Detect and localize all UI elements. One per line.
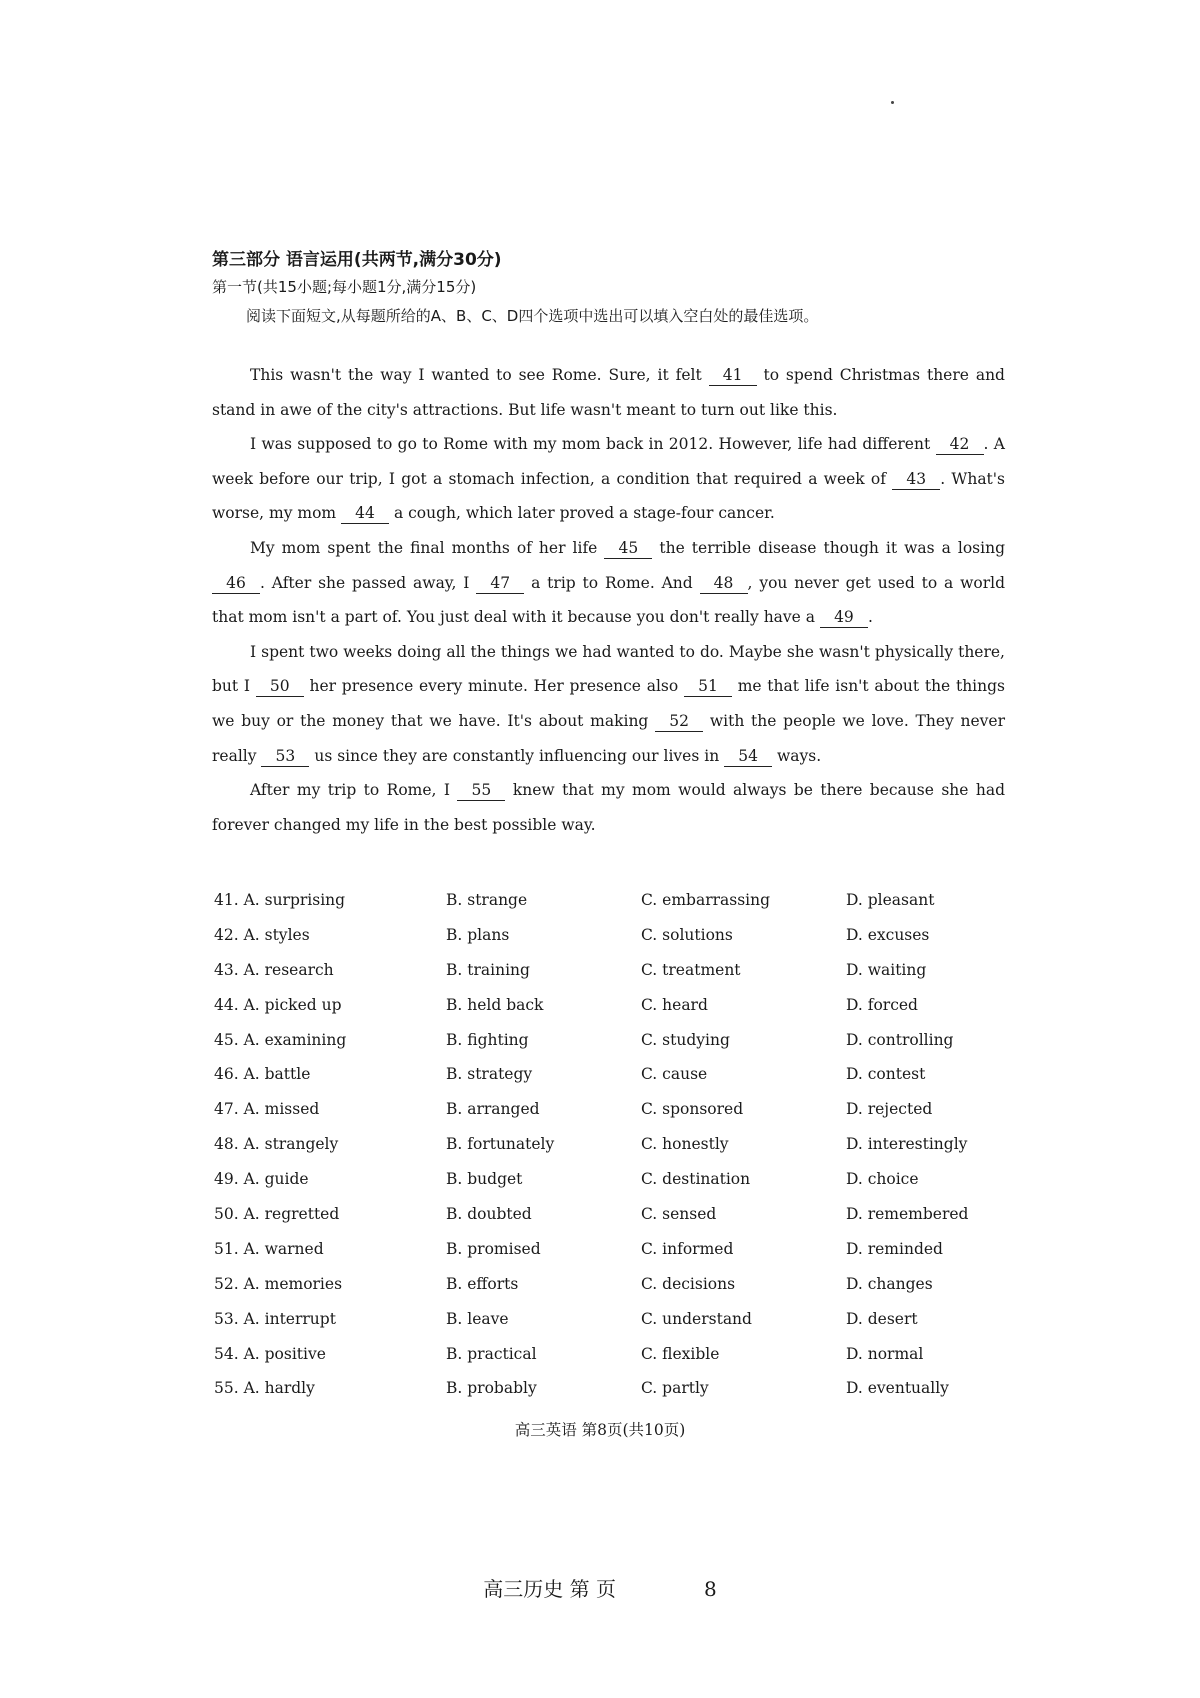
passage-text: her presence every minute. Her presence also bbox=[303, 677, 684, 696]
option-b: B. strategy bbox=[446, 1065, 533, 1084]
scan-speck bbox=[891, 101, 894, 104]
option-a: 54. A. positive bbox=[214, 1344, 326, 1363]
blank-43: 43 bbox=[892, 469, 940, 490]
passage-text: This wasn't the way I wanted to see Rome. Sure, it felt bbox=[250, 366, 709, 384]
option-a: 43. A. research bbox=[214, 960, 334, 979]
option-row bbox=[214, 1267, 1014, 1302]
passage-text: us since they are constantly influencing our lives in bbox=[309, 746, 725, 765]
option-row bbox=[214, 1023, 1014, 1058]
option-b: B. arranged bbox=[446, 1100, 540, 1119]
option-a: 50. A. regretted bbox=[214, 1205, 340, 1224]
option-b: B. training bbox=[446, 960, 530, 979]
blank-50: 50 bbox=[256, 676, 304, 697]
passage-text: to spend Christmas there and stand in awe of the city's attractions. But life wasn't meant to turn out like this. bbox=[212, 366, 1005, 419]
option-c: C. sensed bbox=[641, 1205, 717, 1224]
blank-45: 45 bbox=[604, 538, 652, 559]
blank-54: 54 bbox=[724, 746, 772, 767]
option-d: D. interestingly bbox=[846, 1135, 968, 1154]
option-c: C. destination bbox=[641, 1170, 751, 1189]
paragraph-2 bbox=[212, 427, 1005, 531]
blank-46: 46 bbox=[212, 573, 260, 594]
option-c: C. heard bbox=[641, 995, 708, 1014]
passage-text: a cough, which later proved a stage-four cancer. bbox=[389, 504, 775, 523]
option-d: D. contest bbox=[846, 1065, 926, 1084]
blank-52: 52 bbox=[655, 711, 703, 732]
option-row bbox=[214, 1302, 1014, 1337]
option-row bbox=[214, 953, 1014, 988]
paragraph-5 bbox=[212, 773, 1005, 842]
option-c: C. flexible bbox=[641, 1344, 720, 1363]
passage-text: . After she passed away, I bbox=[260, 573, 477, 592]
option-a: 47. A. missed bbox=[214, 1100, 320, 1119]
option-d: D. remembered bbox=[846, 1205, 969, 1224]
option-d: D. pleasant bbox=[846, 891, 935, 909]
option-row bbox=[214, 1092, 1014, 1127]
passage-text: the terrible disease though it was a losing bbox=[652, 538, 1005, 557]
option-row bbox=[214, 918, 1014, 953]
option-a: 52. A. memories bbox=[214, 1274, 343, 1293]
option-c: C. studying bbox=[641, 1030, 730, 1049]
option-b: B. efforts bbox=[446, 1274, 519, 1293]
page-footer: 高三英语 第8页(共10页) bbox=[514, 1421, 686, 1439]
option-c: C. solutions bbox=[641, 925, 733, 944]
option-b: B. practical bbox=[446, 1344, 537, 1363]
blank-51: 51 bbox=[684, 676, 732, 697]
passage-text: knew that my mom would always be there because she had forever changed my life in the best possible way. bbox=[212, 781, 1005, 834]
option-d: D. reminded bbox=[846, 1239, 943, 1258]
instruction: 阅读下面短文,从每题所给的A、B、C、D四个选项中选出可以填入空白处的最佳选项。 bbox=[246, 307, 819, 325]
option-a: 49. A. guide bbox=[214, 1170, 309, 1189]
answer-options bbox=[214, 883, 1014, 1406]
bottom-footer-label: 高三历史 第 页 bbox=[483, 1577, 616, 1601]
passage-text: a trip to Rome. And bbox=[524, 573, 700, 592]
option-d: D. eventually bbox=[846, 1379, 949, 1398]
option-a: 45. A. examining bbox=[214, 1030, 347, 1049]
blank-49: 49 bbox=[820, 607, 868, 628]
option-b: B. promised bbox=[446, 1239, 541, 1258]
option-d: D. normal bbox=[846, 1344, 924, 1363]
section-header bbox=[212, 247, 1012, 330]
option-a: 51. A. warned bbox=[214, 1239, 324, 1258]
option-b: B. fighting bbox=[446, 1030, 529, 1049]
option-a: 44. A. picked up bbox=[214, 995, 342, 1014]
section-title: 第三部分 语言运用(共两节,满分30分) bbox=[212, 250, 502, 270]
subsection-title: 第一节(共15小题;每小题1分,满分15分) bbox=[212, 278, 477, 296]
option-a: 55. A. hardly bbox=[214, 1379, 315, 1398]
option-d: D. forced bbox=[846, 995, 918, 1014]
option-b: B. doubted bbox=[446, 1205, 532, 1224]
passage-text: . What's worse, my mom bbox=[212, 469, 1005, 523]
option-d: D. rejected bbox=[846, 1100, 933, 1119]
option-d: D. waiting bbox=[846, 960, 927, 979]
option-row bbox=[214, 1057, 1014, 1092]
option-b: B. plans bbox=[446, 925, 510, 944]
bottom-footer bbox=[0, 1573, 1200, 1602]
blank-47: 47 bbox=[476, 573, 524, 594]
option-row bbox=[214, 988, 1014, 1023]
option-c: C. informed bbox=[641, 1239, 734, 1258]
passage-text: me that life isn't about the things we buy or the money that we have. It's about making bbox=[212, 677, 1005, 730]
option-d: D. choice bbox=[846, 1170, 919, 1189]
paragraph-1 bbox=[212, 358, 1005, 427]
passage-text: ways. bbox=[772, 746, 822, 765]
option-row bbox=[214, 883, 1014, 918]
option-b: B. fortunately bbox=[446, 1135, 555, 1154]
blank-41: 41 bbox=[709, 365, 757, 386]
blank-55: 55 bbox=[457, 780, 505, 801]
passage-text: After my trip to Rome, I bbox=[250, 781, 458, 800]
option-c: C. partly bbox=[641, 1379, 709, 1398]
option-d: D. controlling bbox=[846, 1030, 954, 1049]
option-c: C. cause bbox=[641, 1065, 708, 1084]
blank-42: 42 bbox=[936, 434, 984, 455]
passage-text: , you never get used to a world that mom isn't a part of. You just deal with it because you don't really have a bbox=[212, 573, 1006, 627]
passage-text: . bbox=[867, 608, 873, 627]
option-a: 41. A. surprising bbox=[214, 891, 346, 909]
passage-text: . A week before our trip, I got a stomach infection, a condition that required a week of bbox=[212, 435, 1005, 488]
option-c: C. embarrassing bbox=[641, 891, 771, 909]
option-a: 48. A. strangely bbox=[214, 1135, 339, 1154]
option-row bbox=[214, 1197, 1014, 1232]
option-row bbox=[214, 1337, 1014, 1372]
option-c: C. treatment bbox=[641, 960, 741, 979]
option-c: C. decisions bbox=[641, 1274, 736, 1293]
option-d: D. changes bbox=[846, 1274, 933, 1293]
option-c: C. understand bbox=[641, 1309, 752, 1328]
cloze-passage bbox=[212, 358, 1005, 842]
option-d: D. desert bbox=[846, 1309, 918, 1328]
option-a: 46. A. battle bbox=[214, 1065, 311, 1084]
passage-text: My mom spent the final months of her life bbox=[250, 538, 605, 557]
paragraph-3 bbox=[212, 531, 1005, 635]
option-d: D. excuses bbox=[846, 925, 930, 944]
paragraph-4 bbox=[212, 635, 1005, 773]
option-b: B. held back bbox=[446, 995, 544, 1014]
passage-text: I spent two weeks doing all the things we had wanted to do. Maybe she wasn't physically there, but I bbox=[212, 642, 1005, 696]
option-c: C. sponsored bbox=[641, 1100, 744, 1119]
option-a: 53. A. interrupt bbox=[214, 1309, 336, 1328]
passage-text: I was supposed to go to Rome with my mom back in 2012. However, life had different bbox=[250, 435, 936, 454]
blank-48: 48 bbox=[700, 573, 748, 594]
option-row bbox=[214, 1162, 1014, 1197]
option-a: 42. A. styles bbox=[214, 925, 310, 944]
option-row bbox=[214, 1232, 1014, 1267]
passage-text: with the people we love. They never really bbox=[212, 711, 1005, 765]
option-b: B. leave bbox=[446, 1309, 509, 1328]
option-row bbox=[214, 1127, 1014, 1162]
blank-53: 53 bbox=[261, 746, 309, 767]
blank-44: 44 bbox=[341, 503, 389, 524]
option-b: B. strange bbox=[446, 891, 528, 909]
bottom-footer-number: 8 bbox=[703, 1577, 717, 1601]
option-b: B. budget bbox=[446, 1170, 523, 1189]
option-row bbox=[214, 1371, 1014, 1406]
option-b: B. probably bbox=[446, 1379, 537, 1398]
option-c: C. honestly bbox=[641, 1135, 729, 1154]
